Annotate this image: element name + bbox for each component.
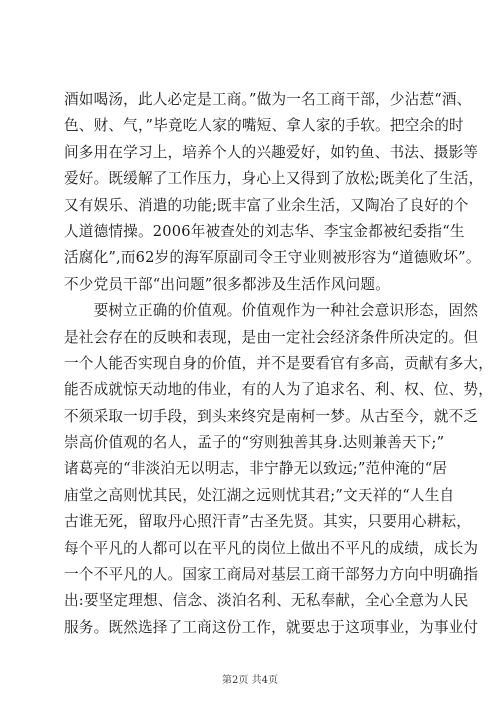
text-line: 是社会存在的反映和表现，是由一定社会经济条件所决定的。但 bbox=[64, 328, 479, 346]
text-line: 古谁无死，留取丹心照汗青”古圣先贤。其实，只要用心耕耘， bbox=[64, 513, 472, 531]
text-line: 不少党员干部“出问题”很多都涉及生活作风问题。 bbox=[64, 275, 390, 293]
text-line: 要树立正确的价值观。价值观作为一种社会意识形态，固然 bbox=[64, 302, 479, 320]
text-line: 不须采取一切手段，到头来终究是南柯一梦。从古至今，就不乏 bbox=[64, 407, 479, 425]
page-number-footer: 第2页 共4页 bbox=[222, 675, 278, 686]
text-line: 色、财、气，”毕竟吃人家的嘴短、拿人家的手软。把空余的时 bbox=[64, 117, 464, 135]
text-line: 庙堂之高则忧其民，处江湖之远则忧其君;”文天祥的“人生自 bbox=[64, 486, 455, 504]
text-line: 间多用在学习上，培养个人的兴趣爱好，如钓鱼、书法、摄影等 bbox=[64, 143, 479, 161]
body-text bbox=[64, 87, 494, 641]
text-line: 又有娱乐、消遣的功能;既丰富了业余生活，又陶冶了良好的个 bbox=[64, 196, 469, 214]
text-line: 服务。既然选择了工商这份工作，就要忠于这项事业，为事业付 bbox=[64, 618, 479, 636]
text-line: 每个平凡的人都可以在平凡的岗位上做出不平凡的成绩，成长为 bbox=[64, 539, 479, 557]
text-line: 爱好。既缓解了工作压力，身心上又得到了放松;既美化了生活， bbox=[64, 170, 484, 188]
text-line: 崇高价值观的名人，孟子的“穷则独善其身.达则兼善天下;” bbox=[64, 434, 445, 452]
text-line: 酒如喝汤，此人必定是工商。”做为一名工商干部，少沾惹“酒、 bbox=[64, 91, 472, 108]
text-line: 诸葛亮的“非淡泊无以明志，非宁静无以致远;”范仲淹的“居 bbox=[64, 460, 448, 478]
text-line: 能否成就惊天动地的伟业，有的人为了追求名、利、权、位、势， bbox=[64, 381, 494, 399]
text-line: 出:要坚定理想、信念、淡泊名利、无私奉献，全心全意为人民 bbox=[64, 592, 469, 610]
text-line: 人道德情操。2006年被查处的刘志华、李宝金都被纪委指“生 bbox=[64, 222, 465, 240]
text-line: 一个人能否实现自身的价值，并不是要看官有多高，贡献有多大， bbox=[64, 354, 494, 372]
text-line: 一个不平凡的人。国家工商局对基层工商干部努力方向中明确指 bbox=[64, 566, 479, 584]
text-line: 活腐化”,而62岁的海军原副司令王守业则被形容为“道德败坏”。 bbox=[64, 249, 481, 267]
